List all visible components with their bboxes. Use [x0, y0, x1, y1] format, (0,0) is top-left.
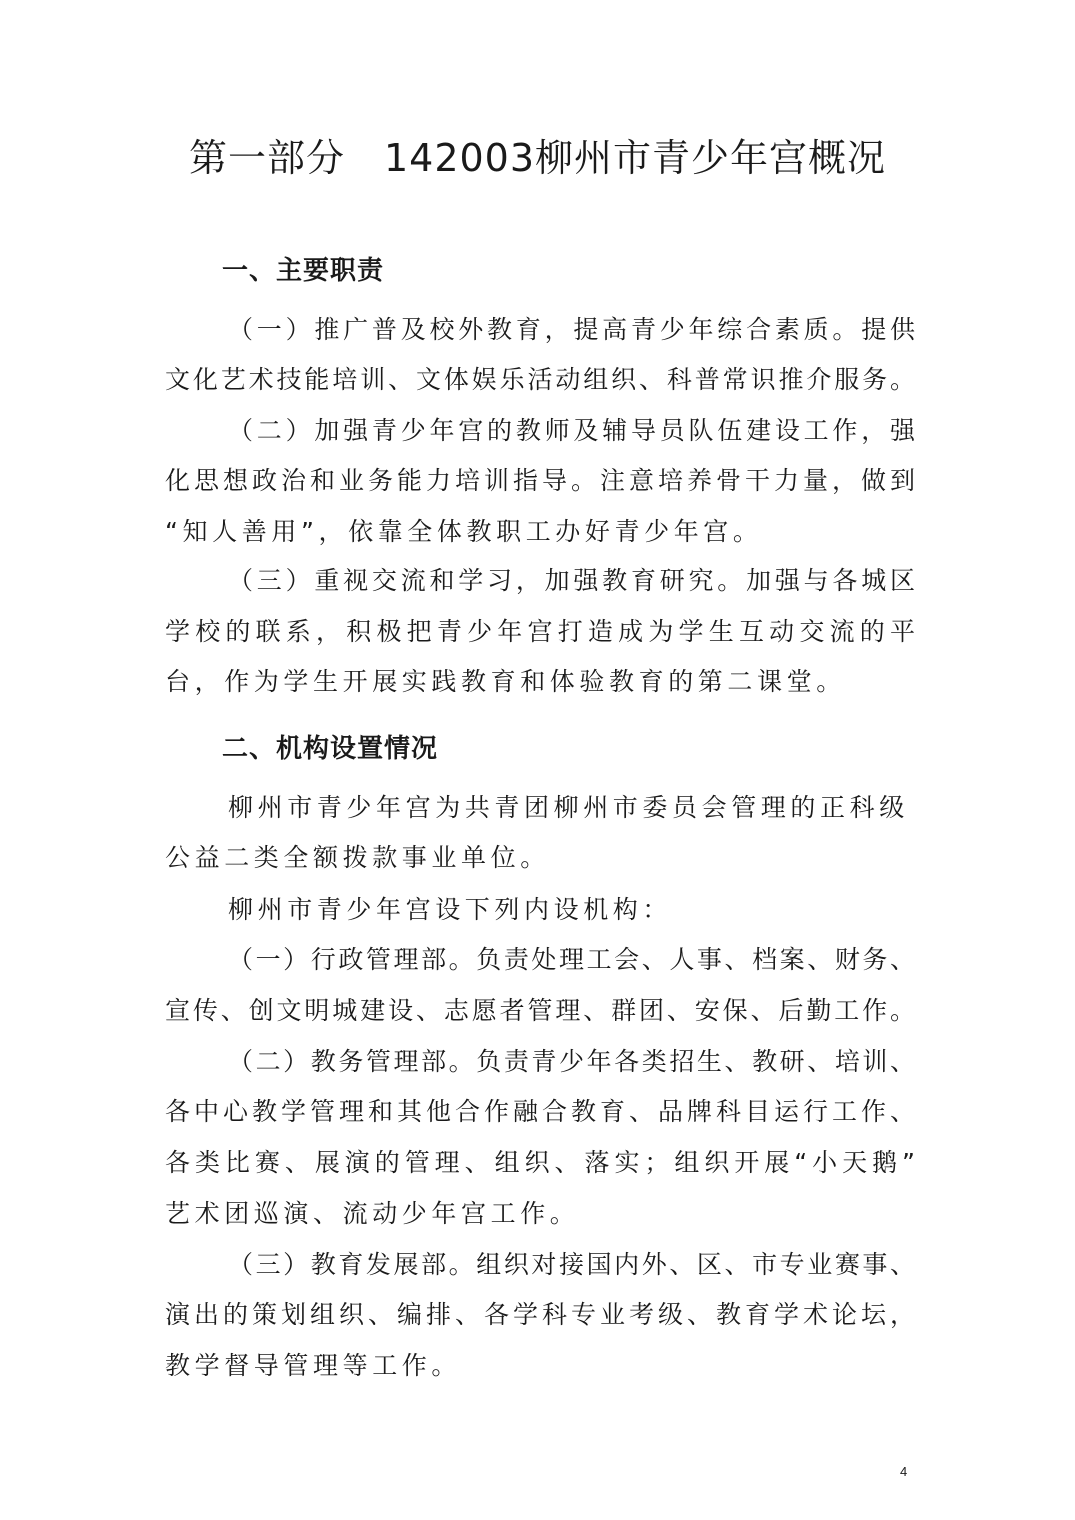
paragraph-line: 学校的联系，积极把青少年宫打造成为学生互动交流的平: [165, 617, 915, 646]
paragraph-line: 化思想政治和业务能力培训指导。注意培养骨干力量，做到: [165, 466, 915, 495]
paragraph-line: （二）教务管理部。负责青少年各类招生、教研、培训、: [228, 1047, 915, 1076]
section-heading-responsibilities: 一、主要职责: [222, 256, 385, 286]
paragraph-line: （三）教育发展部。组织对接国内外、区、市专业赛事、: [228, 1250, 915, 1279]
paragraph-line: （一）行政管理部。负责处理工会、人事、档案、财务、: [228, 945, 915, 974]
paragraph-line: 教学督导管理等工作。: [165, 1351, 462, 1380]
paragraph-line: （一）推广普及校外教育，提高青少年综合素质。提供: [228, 315, 915, 344]
paragraph-line: （三）重视交流和学习，加强教育研究。加强与各城区: [228, 566, 915, 595]
paragraph-line: 艺术团巡演、流动少年宫工作。: [165, 1199, 580, 1228]
paragraph-line: 各类比赛、展演的管理、组织、落实；组织开展“小天鹅”: [165, 1148, 915, 1177]
paragraph-line: 各中心教学管理和其他合作融合教育、品牌科目运行工作、: [165, 1097, 915, 1126]
paragraph-line: 台，作为学生开展实践教育和体验教育的第二课堂。: [165, 667, 846, 696]
paragraph-line: 柳州市青少年宫为共青团柳州市委员会管理的正科级: [228, 793, 909, 822]
page-title: 第一部分 142003柳州市青少年宫概况: [188, 136, 887, 180]
paragraph-line: 演出的策划组织、编排、各学科专业考级、教育学术论坛，: [165, 1300, 915, 1329]
page-number: 4: [900, 1464, 908, 1479]
paragraph-line: “知人善用”，依靠全体教职工办好青少年宫。: [165, 517, 763, 546]
paragraph-line: 宣传、创文明城建设、志愿者管理、群团、安保、后勤工作。: [165, 996, 915, 1025]
paragraph-line: （二）加强青少年宫的教师及辅导员队伍建设工作，强: [228, 416, 915, 445]
paragraph-line: 公益二类全额拨款事业单位。: [165, 843, 550, 872]
paragraph-line: 文化艺术技能培训、文体娱乐活动组织、科普常识推介服务。: [165, 365, 915, 394]
paragraph-line: 柳州市青少年宫设下列内设机构：: [228, 895, 673, 924]
section-heading-organization: 二、机构设置情况: [222, 734, 439, 764]
